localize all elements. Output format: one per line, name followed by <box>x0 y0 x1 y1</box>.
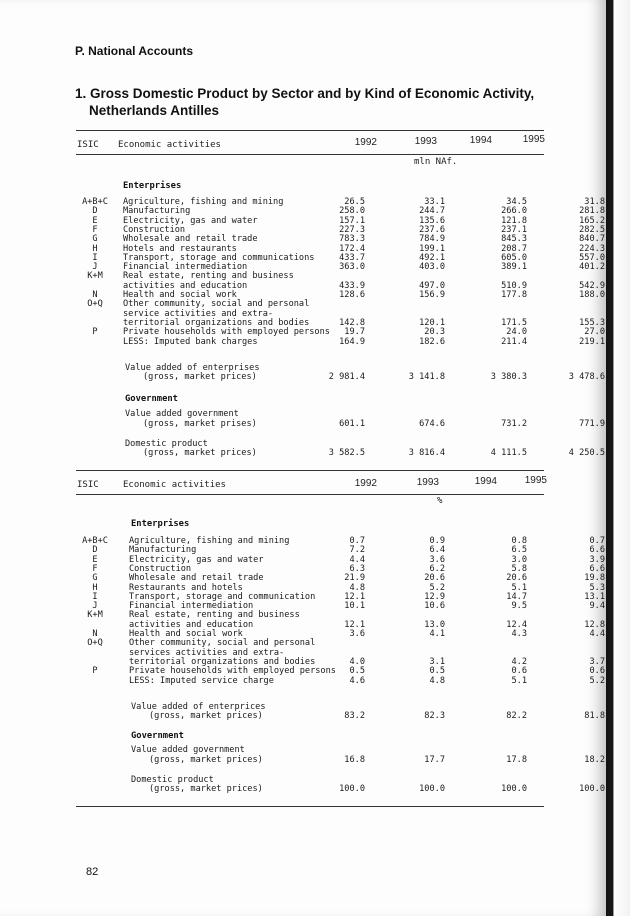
isic-code: F <box>92 224 98 235</box>
value-added-government-row-2 <box>77 754 605 765</box>
cell-value: 605.0 <box>501 252 527 263</box>
cell-value: 0.6 <box>589 666 605 677</box>
cell-value: 731.2 <box>501 418 527 429</box>
activity-label: services activities and extra- <box>129 647 285 658</box>
isic-code: K+M <box>87 610 103 621</box>
year-header: 1993 <box>414 136 437 147</box>
summary-label: (gross, market prices) <box>149 711 263 722</box>
title-line-1: 1. Gross Domestic Product by Sector and by Kind of Economic Activity, <box>75 86 535 101</box>
cell-value: 5.3 <box>589 582 605 593</box>
cell-value: 135.6 <box>419 215 445 226</box>
cell-value: 17.7 <box>424 754 445 765</box>
table-row <box>77 336 605 347</box>
isic-code: O+Q <box>87 638 103 649</box>
year-header: 1995 <box>524 475 547 486</box>
cell-value: 19.7 <box>344 327 365 338</box>
cell-value: 12.9 <box>424 591 445 602</box>
activity-label: Real estate, renting and business <box>123 271 294 282</box>
cell-value: 4.1 <box>429 629 445 639</box>
cell-value: 5.2 <box>429 582 445 593</box>
section-heading: P. National Accounts <box>75 44 194 58</box>
cell-value: 171.5 <box>501 317 527 328</box>
cell-value: 100.0 <box>339 784 365 795</box>
activity-label: Wholesale and retail trade <box>123 234 258 245</box>
cell-value: 5.1 <box>511 675 527 686</box>
table-title <box>75 85 534 119</box>
table2-unit: % <box>437 496 443 506</box>
cell-value: 492.1 <box>419 252 445 263</box>
cell-value: 10.1 <box>344 601 365 612</box>
isic-code: A+B+C <box>82 536 108 546</box>
cell-value: 6.3 <box>349 563 365 574</box>
cell-value: 497.0 <box>419 280 445 291</box>
cell-value: 12.1 <box>344 591 365 602</box>
cell-value: 3 478.6 <box>568 372 605 383</box>
cell-value: 5.1 <box>511 582 527 593</box>
cell-value: 237.6 <box>419 224 445 235</box>
cell-value: 4.2 <box>511 656 527 667</box>
cell-value: 20.6 <box>424 573 445 584</box>
value-added-government-row-2 <box>77 418 605 429</box>
cell-value: 258.0 <box>339 206 365 217</box>
isic-header: ISIC <box>77 140 99 150</box>
summary-label: (gross, market prices) <box>149 754 263 765</box>
cell-value: 13.0 <box>424 619 445 630</box>
isic-code: H <box>92 582 98 593</box>
cell-value: 4 111.5 <box>490 448 527 459</box>
cell-value: 3.0 <box>511 554 527 565</box>
activity-label: Electricity, gas and water <box>129 554 264 565</box>
summary-label: (gross, market prices) <box>143 372 257 383</box>
cell-value: 12.1 <box>344 619 365 630</box>
cell-value: 172.4 <box>339 243 365 254</box>
activity-label: territorial organizations and bodies <box>129 656 316 667</box>
cell-value: 3 141.8 <box>408 372 445 383</box>
year-header: 1992 <box>354 137 377 148</box>
cell-value: 784.9 <box>419 234 445 245</box>
activity-label: Health and social work <box>129 629 243 639</box>
book-spine-shadow <box>606 0 630 916</box>
cell-value: 0.5 <box>429 666 445 677</box>
cell-value: 21.9 <box>344 573 365 584</box>
summary-label: Value added of enterprises <box>125 362 260 373</box>
activity-label: Construction <box>123 224 186 235</box>
isic-code: K+M <box>87 271 103 282</box>
cell-value: 840.7 <box>579 234 605 245</box>
year-header: 1992 <box>354 478 377 489</box>
activity-label: Transport, storage and communication <box>129 591 316 602</box>
cell-value: 188.0 <box>579 290 605 300</box>
isic-code: E <box>92 554 98 565</box>
cell-value: 6.4 <box>429 545 445 556</box>
domestic-product-row <box>77 775 543 785</box>
cell-value: 34.5 <box>506 197 527 207</box>
cell-value: 17.8 <box>506 754 527 765</box>
cell-value: 6.5 <box>511 545 527 556</box>
cell-value: 266.0 <box>501 206 527 217</box>
cell-value: 4 250.5 <box>568 448 605 459</box>
cell-value: 601.1 <box>339 418 365 429</box>
cell-value: 10.6 <box>424 601 445 612</box>
cell-value: 4.4 <box>589 629 605 639</box>
cell-value: 208.7 <box>501 243 527 254</box>
year-header: 1995 <box>522 134 545 145</box>
activity-label: Manufacturing <box>123 206 191 217</box>
cell-value: 6.2 <box>429 563 445 574</box>
isic-code: P <box>92 666 98 677</box>
cell-value: 156.9 <box>419 290 445 300</box>
cell-value: 18.2 <box>584 754 605 765</box>
cell-value: 3 380.3 <box>490 372 527 383</box>
table2-bottom-rule <box>76 806 544 807</box>
cell-value: 26.5 <box>344 197 365 207</box>
value-added-government-row <box>77 409 543 419</box>
cell-value: 142.8 <box>339 317 365 328</box>
summary-label: Value added government <box>131 745 245 756</box>
isic-code: O+Q <box>87 299 103 310</box>
cell-value: 120.1 <box>419 317 445 328</box>
cell-value: 282.5 <box>579 224 605 235</box>
cell-value: 211.4 <box>501 336 527 347</box>
cell-value: 199.1 <box>419 243 445 254</box>
cell-value: 219.1 <box>579 336 605 347</box>
table1-top-rule <box>76 130 544 131</box>
cell-value: 121.8 <box>501 215 527 226</box>
isic-code: I <box>92 591 98 602</box>
activity-label: activities and education <box>129 619 254 630</box>
cell-value: 13.1 <box>584 591 605 602</box>
activity-label: Transport, storage and communications <box>123 252 315 263</box>
table2-header-rule <box>76 494 544 495</box>
value-added-enterprises-row <box>77 702 543 712</box>
cell-value: 6.6 <box>589 563 605 574</box>
cell-value: 82.3 <box>424 711 445 722</box>
cell-value: 4.3 <box>511 629 527 639</box>
cell-value: 227.3 <box>339 224 365 235</box>
isic-code: F <box>92 563 98 574</box>
summary-label: Value added of enterprices <box>131 701 266 712</box>
activity-label: LESS: Imputed service charge <box>129 675 274 686</box>
activity-label: Wholesale and retail trade <box>129 573 264 584</box>
cell-value: 177.8 <box>501 290 527 300</box>
cell-value: 433.7 <box>339 252 365 263</box>
cell-value: 83.2 <box>344 711 365 722</box>
cell-value: 3.6 <box>349 629 365 639</box>
cell-value: 157.1 <box>339 215 365 226</box>
activity-label: service activities and extra- <box>123 308 274 319</box>
year-header: 1993 <box>416 477 439 488</box>
cell-value: 100.0 <box>419 784 445 795</box>
cell-value: 6.6 <box>589 545 605 556</box>
cell-value: 783.3 <box>339 234 365 245</box>
cell-value: 0.6 <box>511 666 527 677</box>
isic-code: P <box>92 327 98 338</box>
summary-label: Value added government <box>125 409 239 420</box>
cell-value: 155.3 <box>579 317 605 328</box>
cell-value: 4.6 <box>349 675 365 686</box>
table2-enterprises-heading: Enterprises <box>131 519 190 529</box>
isic-code: N <box>92 629 98 639</box>
activity-label: Hotels and restaurants <box>123 243 237 254</box>
isic-code: J <box>92 601 98 612</box>
activity-label: Other community, social and personal <box>129 638 316 649</box>
cell-value: 2 981.4 <box>328 372 365 383</box>
cell-value: 9.5 <box>511 601 527 612</box>
cell-value: 401.2 <box>579 262 605 273</box>
cell-value: 5.2 <box>589 675 605 686</box>
page-number: 82 <box>86 866 99 878</box>
cell-value: 674.6 <box>419 418 445 429</box>
cell-value: 20.6 <box>506 573 527 584</box>
activity-label: Other community, social and personal <box>123 299 310 310</box>
cell-value: 14.7 <box>506 591 527 602</box>
activity-label: Financial intermediation <box>129 601 254 612</box>
cell-value: 33.1 <box>424 197 445 207</box>
cell-value: 433.9 <box>339 280 365 291</box>
activities-header: Economic activities <box>123 480 226 490</box>
summary-label: Domestic product <box>125 438 208 449</box>
activity-label: activities and education <box>123 280 248 291</box>
isic-code: D <box>92 545 98 556</box>
cell-value: 20.3 <box>424 327 445 338</box>
cell-value: 31.8 <box>584 197 605 207</box>
table-row <box>77 675 605 686</box>
value-added-enterprises-row-2 <box>77 372 605 383</box>
value-added-enterprises-row <box>77 363 543 373</box>
activity-label: Manufacturing <box>129 545 197 556</box>
cell-value: 244.7 <box>419 206 445 217</box>
table1-unit: mln NAf. <box>414 157 458 167</box>
cell-value: 281.8 <box>579 206 605 217</box>
government-heading: Government <box>125 394 178 405</box>
cell-value: 510.9 <box>501 280 527 291</box>
cell-value: 542.9 <box>579 280 605 291</box>
cell-value: 19.8 <box>584 573 605 584</box>
cell-value: 165.2 <box>579 215 605 226</box>
cell-value: 3.6 <box>429 554 445 565</box>
year-header: 1994 <box>474 476 497 487</box>
cell-value: 7.2 <box>349 545 365 556</box>
title-line-2: Netherlands Antilles <box>89 103 220 118</box>
domestic-product-row <box>77 439 543 449</box>
isic-code: J <box>92 262 98 273</box>
cell-value: 0.7 <box>589 536 605 546</box>
activity-label: Private households with employed persons <box>129 666 336 677</box>
cell-value: 845.3 <box>501 234 527 245</box>
cell-value: 9.4 <box>589 601 605 612</box>
cell-value: 0.7 <box>349 536 365 546</box>
isic-code: G <box>92 234 98 245</box>
cell-value: 3 582.5 <box>328 448 365 459</box>
summary-label: (gross, market prices) <box>143 448 257 459</box>
cell-value: 128.6 <box>339 290 365 300</box>
cell-value: 3 816.4 <box>408 448 445 459</box>
activities-header: Economic activities <box>118 140 221 150</box>
cell-value: 5.8 <box>511 563 527 574</box>
cell-value: 12.8 <box>584 619 605 630</box>
activity-label: Restaurants and hotels <box>129 582 243 593</box>
activity-label: LESS: Imputed bank charges <box>123 336 258 347</box>
domestic-product-row-2 <box>77 448 605 459</box>
isic-header: ISIC <box>77 480 99 490</box>
activity-label: Electricity, gas and water <box>123 215 258 226</box>
isic-code: G <box>92 573 98 584</box>
table2-top-rule <box>76 470 544 471</box>
cell-value: 4.8 <box>349 582 365 593</box>
cell-value: 389.1 <box>501 262 527 273</box>
cell-value: 16.8 <box>344 754 365 765</box>
activity-label: Health and social work <box>123 290 237 300</box>
cell-value: 4.8 <box>429 675 445 686</box>
summary-label: Domestic product <box>131 774 214 785</box>
cell-value: 4.4 <box>349 554 365 565</box>
isic-code: H <box>92 243 98 254</box>
cell-value: 81.8 <box>584 711 605 722</box>
cell-value: 363.0 <box>339 262 365 273</box>
cell-value: 0.8 <box>511 536 527 546</box>
isic-code: I <box>92 252 98 263</box>
cell-value: 224.3 <box>579 243 605 254</box>
table1-enterprises-heading: Enterprises <box>123 181 182 191</box>
isic-code: E <box>92 215 98 226</box>
cell-value: 100.0 <box>501 784 527 795</box>
activity-label: Agriculture, fishing and mining <box>129 536 290 546</box>
cell-value: 24.0 <box>506 327 527 338</box>
activity-label: Private households with employed persons <box>123 327 330 338</box>
value-added-government-row <box>77 745 543 755</box>
isic-code: D <box>92 206 98 217</box>
cell-value: 3.1 <box>429 656 445 667</box>
cell-value: 100.0 <box>579 784 605 795</box>
cell-value: 771.9 <box>579 418 605 429</box>
cell-value: 557.0 <box>579 252 605 263</box>
cell-value: 0.5 <box>349 666 365 677</box>
activity-label: Agriculture, fishing and mining <box>123 197 284 207</box>
cell-value: 0.9 <box>429 536 445 546</box>
cell-value: 27.0 <box>584 327 605 338</box>
cell-value: 3.7 <box>589 656 605 667</box>
isic-code: N <box>92 290 98 300</box>
activity-label: territorial organizations and bodies <box>123 317 310 328</box>
cell-value: 164.9 <box>339 336 365 347</box>
activity-label: Financial intermediation <box>123 262 248 273</box>
cell-value: 4.0 <box>349 656 365 667</box>
activity-label: Real estate, renting and business <box>129 610 300 621</box>
cell-value: 82.2 <box>506 711 527 722</box>
table1-header-rule <box>76 154 544 155</box>
value-added-enterprises-row-2 <box>77 711 605 722</box>
cell-value: 12.4 <box>506 619 527 630</box>
activity-label: Construction <box>129 563 192 574</box>
government-heading: Government <box>131 731 184 742</box>
cell-value: 182.6 <box>419 336 445 347</box>
isic-code: A+B+C <box>82 197 108 207</box>
summary-label: (gross, market prises) <box>143 418 257 429</box>
domestic-product-row-2 <box>77 784 605 795</box>
cell-value: 237.1 <box>501 224 527 235</box>
cell-value: 403.0 <box>419 262 445 273</box>
cell-value: 3.9 <box>589 554 605 565</box>
summary-label: (gross, market prices) <box>149 784 263 795</box>
year-header: 1994 <box>469 135 492 146</box>
